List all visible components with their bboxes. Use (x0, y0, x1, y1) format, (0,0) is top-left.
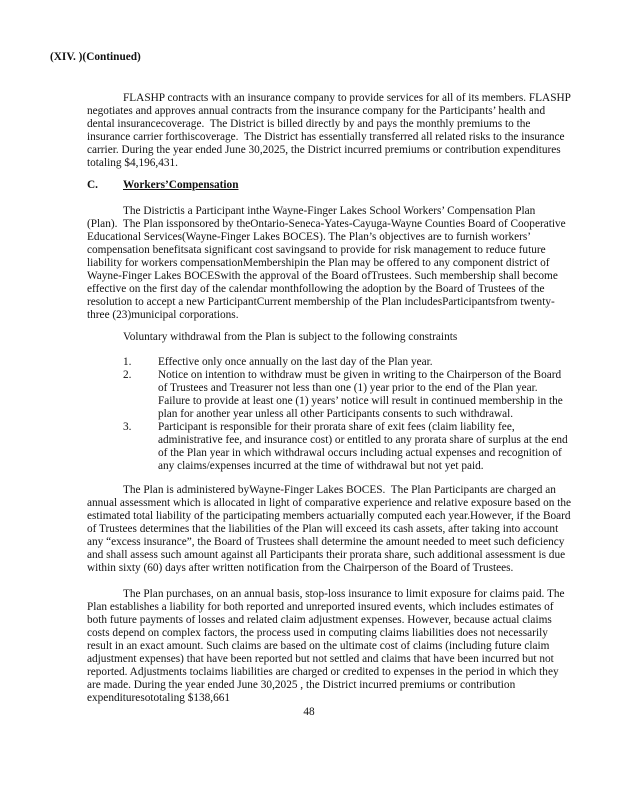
section-letter: C. (87, 179, 98, 191)
section-header: (XIV. )(Continued) (50, 51, 141, 63)
list-number: 2. (123, 369, 132, 381)
text-line: The Districtis a Participant inthe Wayne-Finger Lakes School Workers’ Compensation Plan (123, 205, 536, 217)
text-line: compensation benefitsata significant cost savingsand to provide for risk management to reduce future (87, 244, 546, 256)
text-line: expendituresototaling $138,661 (87, 692, 231, 704)
text-line: estimated total liability of the participating members actuarially computed each year.However, if the Board (87, 510, 571, 522)
list-item-text: Failure to provide at least one (1) years’ notice will result in continued membership in the (158, 395, 563, 407)
list-item-text: any claims/expenses incurred at the time of withdrawal but not yet paid. (158, 460, 484, 472)
text-line: Educational Services(Wayne-Finger Lakes BOCES). The Plan’s objectives are to furnish workers’ (87, 231, 532, 243)
text-line: annual assessment which is allocated in light of comparative experience and relative exposure based on the (87, 497, 572, 509)
text-line: within sixty (60) days after written notification from the Chairperson of the Board of Trustees. (87, 562, 514, 574)
text-line: costs depend on complex factors, the process used in computing claims liabilities does not necessarily (87, 627, 548, 639)
list-number: 3. (123, 421, 132, 433)
list-item-text: of the Plan year in which withdrawal occurs including actual expenses and recognition of (158, 447, 562, 459)
list-item-text: plan for another year unless all other Participants consents to such withdrawal. (158, 408, 514, 420)
list-item-text: Participant is responsible for their prorata share of exit fees (claim liability fee, (158, 421, 515, 433)
list-item-text: Effective only once annually on the last day of the Plan year. (158, 356, 433, 368)
text-line: of Trustees determines that the liabilities of the Plan will exceed its cash assets, after taking into account (87, 523, 559, 535)
text-line: result in an exact amount. Such claims are based on the ultimate cost of claims (including future claim (87, 640, 550, 652)
text-line: three (23)municipal corporations. (87, 309, 239, 321)
text-line: liability for workers compensationMembershipin the Plan may be offered to any component district of (87, 257, 550, 269)
text-line: FLASHP contracts with an insurance company to provide services for all of its members. FLASHP (123, 92, 571, 104)
page-number: 48 (303, 706, 315, 718)
section-title: Workers’Compensation (123, 179, 239, 191)
list-item-text: administrative fee, and insurance cost) or entitled to any prorata share of surplus at the end (158, 434, 568, 446)
list-item-text: of Trustees and Treasurer not less than one (1) year prior to the end of the Plan year. (158, 382, 538, 394)
withdrawal-intro: Voluntary withdrawal from the Plan is subject to the following constraints (123, 331, 458, 343)
text-line: insurance carrier forthiscoverage. The District has essentially transferred all related risks to the insurance (87, 131, 565, 143)
text-line: resolution to accept a new ParticipantCurrent membership of the Plan includesParticipantsfrom twenty- (87, 296, 555, 308)
text-line: and shall assess such amount against all Participants their prorata share, such additional assessment is due (87, 549, 566, 561)
text-line: The Plan purchases, on an annual basis, stop-loss insurance to limit exposure for claims paid. The (123, 588, 565, 600)
text-line: (Plan). The Plan issponsored by theOntario-Seneca-Yates-Cayuga-Wayne Counties Board of Cooperative (87, 218, 566, 230)
text-line: dental insurancecoverage. The District is billed directly by and pays the monthly premiums to the (87, 118, 531, 130)
text-line: Plan establishes a liability for both reported and unreported insured events, which includes estimates of (87, 601, 554, 613)
list-number: 1. (123, 356, 132, 368)
text-line: The Plan is administered byWayne-Finger Lakes BOCES. The Plan Participants are charged an (123, 484, 556, 496)
text-line: carrier. During the year ended June 30,2025, the District incurred premiums or contribution expenditures (87, 144, 561, 156)
text-line: Wayne-Finger Lakes BOCESwith the approval of the Board ofTrustees. Such membership shall become (87, 270, 558, 282)
text-line: are made. During the year ended June 30,2025 , the District incurred premiums or contribution (87, 679, 516, 691)
text-line: effective on the first day of the calendar monthfollowing the adoption by the Board of Trustees of the (87, 283, 545, 295)
text-line: adjustment expenses) that have been reported but not settled and claims that have been incurred but not (87, 653, 554, 665)
text-line: negotiates and approves annual contracts from the insurance company for the Participants’ health and (87, 105, 546, 117)
list-item-text: Notice on intention to withdraw must be given in writing to the Chairperson of the Board (158, 369, 562, 381)
text-line: any “excess insurance”, the Board of Trustees shall determine the amount needed to meet such deficiency (87, 536, 565, 548)
text-line: both future payments of losses and related claim adjustment expenses. However, because actual claims (87, 614, 552, 626)
text-line: reported. Adjustments toclaims liabilities are charged or credited to expenses in the period in which they (87, 666, 559, 678)
text-line: totaling $4,196,431. (87, 157, 178, 169)
